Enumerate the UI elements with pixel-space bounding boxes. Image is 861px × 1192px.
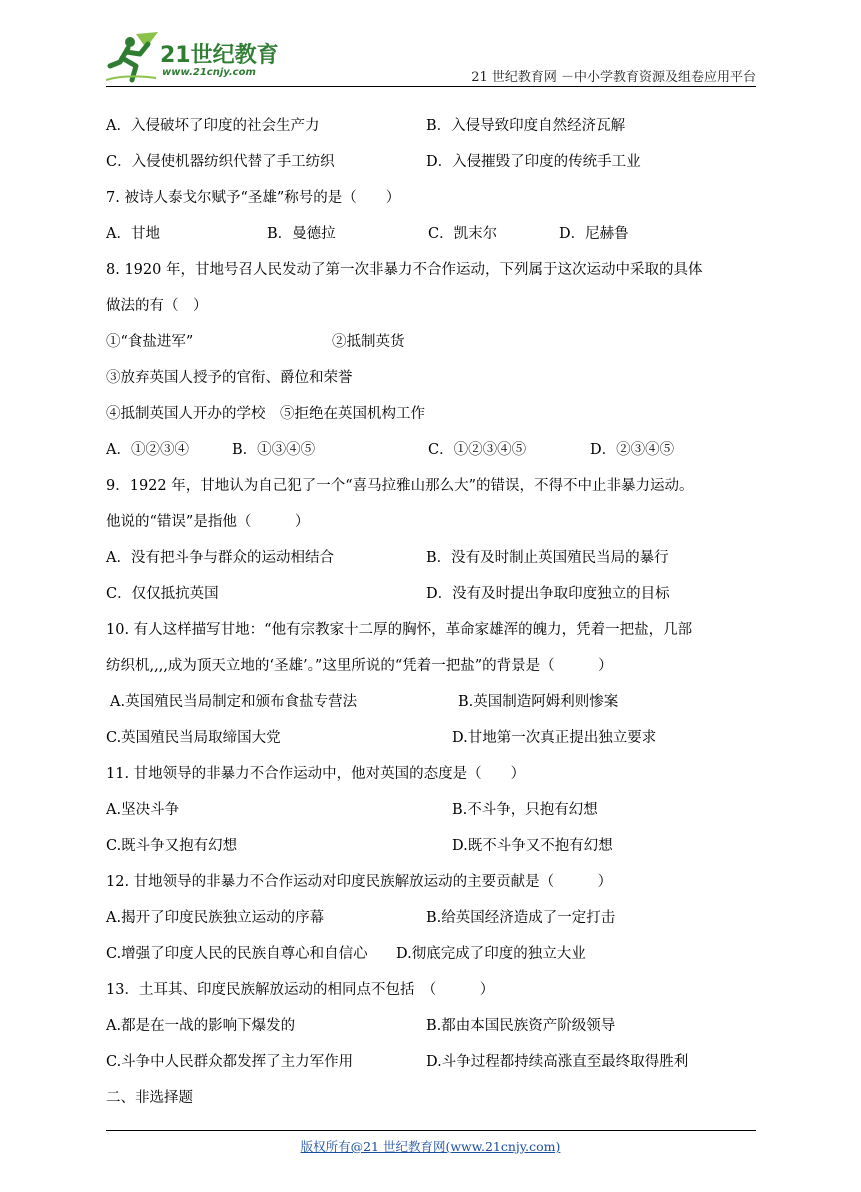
- q11-stem: 11. 甘地领导的非暴力不合作运动中，他对英国的态度是（ ）: [106, 766, 526, 782]
- q8-option-c: C．①②③④⑤: [428, 442, 527, 458]
- q11-option-a: A.坚决斗争: [106, 802, 180, 818]
- header-divider: [106, 86, 756, 87]
- q13-option-d: D.斗争过程都持续高涨直至最终取得胜利: [426, 1054, 689, 1070]
- q7-option-a: A．甘地: [106, 226, 160, 242]
- q7-option-c: C．凯末尔: [428, 226, 498, 242]
- q6-option-a: A．入侵破坏了印度的社会生产力: [106, 118, 320, 134]
- q13-stem: 13．土耳其、印度民族解放运动的相同点不包括 （ ）: [106, 982, 495, 998]
- q11-option-c: C.既斗争又抱有幻想: [106, 838, 238, 854]
- q10-stem-line-2: 纺织机,,,,成为顶天立地的‘圣雄’。”这里所说的“凭着一把盐”的背景是（ ）: [106, 658, 613, 674]
- q9-option-d: D．没有及时提出争取印度独立的目标: [426, 586, 670, 602]
- q9-stem-line-1: 9．1922 年，甘地认为自己犯了一个“喜马拉雅山那么大”的错误，不得不中止非暴力运动。: [106, 478, 694, 494]
- q9-option-b: B．没有及时制止英国殖民当局的暴行: [426, 550, 669, 566]
- q8-item-3: ③放弃英国人授予的官衔、爵位和荣誉: [106, 370, 353, 386]
- q10-option-c: C.英国殖民当局取缔国大党: [106, 730, 281, 746]
- q10-stem-line-1: 10. 有人这样描写甘地：“他有宗教家十二厚的胸怀，革命家雄浑的魄力，凭着一把盐，几部: [106, 622, 693, 638]
- q10-option-a: A.英国殖民当局制定和颁布食盐专营法: [110, 694, 358, 710]
- q13-option-a: A.都是在一战的影响下爆发的: [106, 1018, 296, 1034]
- q8-options: [106, 432, 756, 468]
- logo-text: 21世纪教育: [160, 43, 279, 68]
- q9-stem-line-2: 他说的“错误”是指他（ ）: [106, 514, 310, 530]
- q12-option-a: A.揭开了印度民族独立运动的序幕: [106, 910, 325, 926]
- q11-option-b: B.不斗争，只抱有幻想: [452, 802, 598, 818]
- q8-stem-line-1: 8. 1920 年，甘地号召人民发动了第一次非暴力不合作运动，下列属于这次运动中采取的具体: [106, 262, 703, 278]
- q8-items-row-1: [106, 324, 756, 360]
- q6-option-row-1: [106, 108, 756, 144]
- q6-option-c: C．入侵使机器纺织代替了手工纺织: [106, 154, 335, 170]
- q12-option-b: B.给英国经济造成了一定打击: [426, 910, 616, 926]
- q8-item-1: ①“食盐进军”: [106, 334, 194, 350]
- q10-option-d: D.甘地第一次真正提出独立要求: [452, 730, 657, 746]
- q8-item-2: ②抵制英货: [332, 334, 405, 350]
- platform-title: 21 世纪教育网 －中小学教育资源及组卷应用平台: [471, 70, 756, 85]
- q12-stem: 12. 甘地领导的非暴力不合作运动对印度民族解放运动的主要贡献是（ ）: [106, 874, 613, 890]
- q6-option-b: B．入侵导致印度自然经济瓦解: [426, 118, 626, 134]
- section-heading-non-choice: 二、非选择题: [106, 1090, 193, 1106]
- q6-option-row-2: [106, 144, 756, 180]
- q11-option-d: D.既不斗争又不抱有幻想: [452, 838, 613, 854]
- q9-option-a: A．没有把斗争与群众的运动相结合: [106, 550, 334, 566]
- q7-option-d: D．尼赫鲁: [559, 226, 629, 242]
- q8-stem-line-2: 做法的有（ ）: [106, 298, 208, 314]
- page-header: [106, 30, 756, 86]
- q10-option-row-1: [106, 684, 756, 720]
- q7-stem: 7. 被诗人泰戈尔赋予“圣雄”称号的是（ ）: [106, 190, 401, 206]
- copyright-link[interactable]: 版权所有@21 世纪教育网(www.21cnjy.com): [300, 1139, 561, 1154]
- q8-option-d: D．②③④⑤: [590, 442, 675, 458]
- q11-option-row-2: [106, 828, 756, 864]
- q7-options: [106, 216, 756, 252]
- q8-option-b: B．①③④⑤: [232, 442, 316, 458]
- q10-option-row-2: [106, 720, 756, 756]
- logo-url: www.21cnjy.com: [162, 67, 256, 78]
- q10-option-b: B.英国制造阿姆利则惨案: [458, 694, 619, 710]
- q9-option-c: C．仅仅抵抗英国: [106, 586, 219, 602]
- q12-option-row-1: [106, 900, 756, 936]
- footer-divider: [106, 1130, 756, 1131]
- q11-option-row-1: [106, 792, 756, 828]
- q8-option-a: A．①②③④: [106, 442, 189, 458]
- running-figure-icon: [106, 30, 166, 86]
- q7-option-b: B．曼德拉: [267, 226, 336, 242]
- q8-item-4: ④抵制英国人开办的学校 ⑤拒绝在英国机构工作: [106, 406, 425, 422]
- q13-option-row-2: [106, 1044, 756, 1080]
- q13-option-b: B.都由本国民族资产阶级领导: [426, 1018, 616, 1034]
- q12-option-c: C.增强了印度人民的民族自尊心和自信心: [106, 946, 368, 962]
- q6-option-d: D．入侵摧毁了印度的传统手工业: [426, 154, 641, 170]
- q13-option-row-1: [106, 1008, 756, 1044]
- q13-option-c: C.斗争中人民群众都发挥了主力军作用: [106, 1054, 354, 1070]
- q9-option-row-1: [106, 540, 756, 576]
- q12-option-row-2: [106, 936, 756, 972]
- question-content: [106, 108, 756, 1116]
- site-logo[interactable]: [106, 30, 286, 86]
- q9-option-row-2: [106, 576, 756, 612]
- q12-option-d: D.彻底完成了印度的独立大业: [396, 946, 586, 962]
